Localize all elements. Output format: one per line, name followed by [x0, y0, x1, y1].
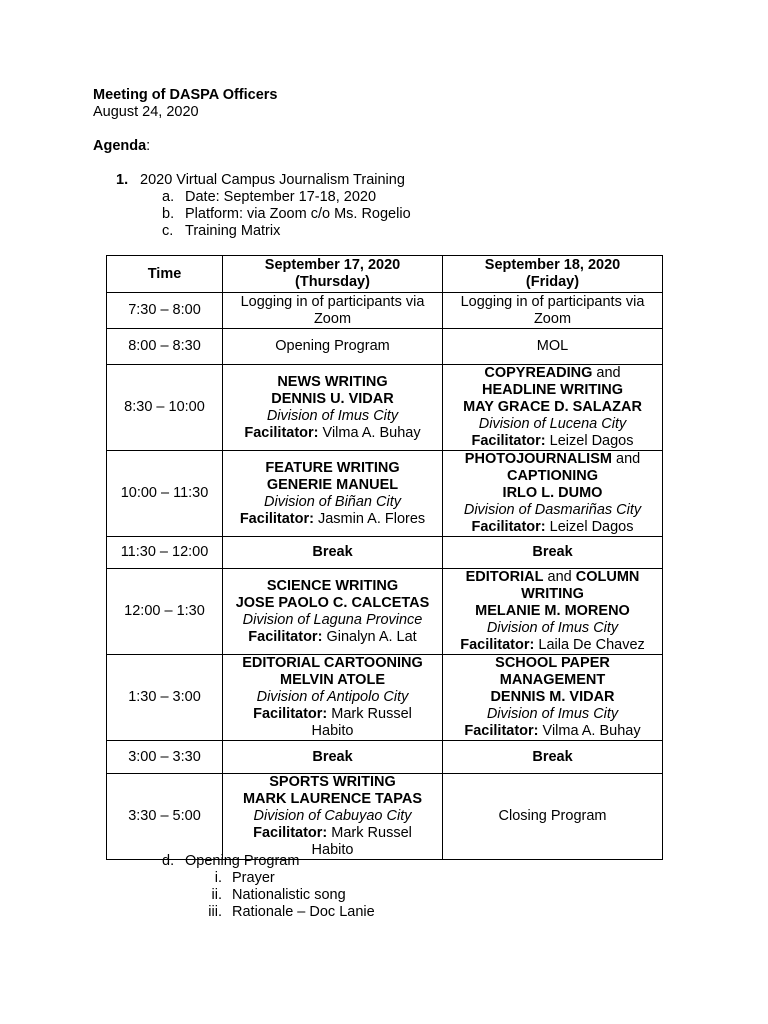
- session-facilitator: [225, 825, 440, 842]
- item-d-title: Opening Program: [185, 853, 300, 869]
- item-d-ii-text: Nationalistic song: [232, 887, 346, 903]
- session-topic: CAPTIONING: [506, 468, 599, 484]
- topic-part: COPYREADING: [484, 365, 593, 381]
- time-cell: 1:30 – 3:00: [107, 655, 223, 741]
- item1-c-marker: c.: [162, 223, 174, 239]
- session-speaker: MAY GRACE D. SALAZAR: [463, 399, 642, 415]
- item1-c-text: Training Matrix: [185, 223, 281, 239]
- session-topic: MANAGEMENT: [499, 672, 606, 688]
- day1-cell: [223, 451, 443, 537]
- facilitator-label: Facilitator:: [248, 628, 323, 645]
- table-row: [107, 293, 663, 329]
- item-d-iii-marker: iii.: [208, 904, 222, 920]
- day2-cell: [443, 655, 663, 741]
- cell-text: Logging in of participants via: [460, 293, 645, 310]
- session-division: Division of Cabuyao City: [253, 808, 412, 824]
- table-row: [107, 329, 663, 365]
- item1-number: 1.: [116, 172, 129, 188]
- session-facilitator: [445, 637, 660, 654]
- day2-cell: Break: [443, 537, 663, 569]
- session-topic: HEADLINE WRITING: [482, 382, 623, 398]
- day1-cell: [223, 293, 443, 329]
- session-division: Division of Antipolo City: [256, 689, 409, 705]
- session-topic: SCHOOL PAPER: [495, 655, 610, 671]
- time-cell: 7:30 – 8:00: [107, 293, 223, 329]
- session-division: Division of Lucena City: [478, 416, 627, 432]
- session-speaker: MELANIE M. MORENO: [475, 603, 630, 619]
- agenda-label: [93, 138, 150, 155]
- topic-and: and: [547, 569, 572, 585]
- item-d-ii-marker: ii.: [211, 887, 222, 903]
- session-division: Division of Dasmariñas City: [463, 502, 642, 518]
- item-d-iii-text: Rationale – Doc Lanie: [232, 904, 375, 920]
- cell-text: Logging in of participants via: [240, 293, 425, 310]
- meeting-date: August 24, 2020: [93, 104, 199, 120]
- day1-cell: [223, 774, 443, 860]
- table-header-row: [107, 256, 663, 293]
- session-division: Division of Biñan City: [264, 493, 401, 510]
- item1-a-marker: a.: [162, 189, 175, 205]
- time-cell: 12:00 – 1:30: [107, 569, 223, 655]
- session-facilitator: [225, 425, 440, 442]
- header-day1-weekday: (Thursday): [295, 274, 370, 290]
- topic-part: EDITORIAL: [465, 569, 544, 585]
- day1-cell: [223, 365, 443, 451]
- session-topic: FEATURE WRITING: [265, 459, 400, 476]
- facilitator-name: Vilma A. Buhay: [322, 424, 421, 441]
- session-topic: [445, 365, 660, 382]
- facilitator-name: Vilma A. Buhay: [542, 723, 641, 739]
- table-row: [107, 741, 663, 774]
- day2-cell: [443, 451, 663, 537]
- session-topic: [445, 451, 660, 468]
- facilitator-label: Facilitator:: [239, 510, 314, 527]
- session-facilitator: [445, 433, 660, 450]
- facilitator-name-cont: Habito: [311, 723, 354, 739]
- session-division: Division of Imus City: [486, 620, 619, 636]
- facilitator-name: Laila De Chavez: [538, 637, 645, 653]
- session-speaker: MELVIN ATOLE: [280, 672, 385, 688]
- item1-b-marker: b.: [162, 206, 175, 222]
- day2-cell: [443, 293, 663, 329]
- table-row: [107, 774, 663, 860]
- day2-cell: [443, 365, 663, 451]
- session-topic: WRITING: [521, 586, 584, 602]
- day1-cell: Break: [223, 741, 443, 774]
- time-cell: 8:30 – 10:00: [107, 365, 223, 451]
- day1-cell: Opening Program: [223, 329, 443, 365]
- session-facilitator: [445, 519, 660, 536]
- day2-cell: [443, 569, 663, 655]
- header-time: Time: [107, 256, 223, 293]
- session-speaker: DENNIS U. VIDAR: [271, 390, 394, 407]
- item-d-i-text: Prayer: [232, 870, 275, 886]
- session-speaker: JOSE PAOLO C. CALCETAS: [235, 594, 430, 611]
- agenda-label-text: Agenda: [93, 138, 147, 154]
- topic-part: COLUMN: [575, 569, 640, 585]
- table-row: [107, 365, 663, 451]
- facilitator-name: Leizel Dagos: [549, 519, 634, 535]
- session-speaker: DENNIS M. VIDAR: [490, 689, 615, 705]
- session-facilitator: [445, 723, 660, 740]
- facilitator-label: Facilitator:: [464, 723, 539, 739]
- time-cell: 3:00 – 3:30: [107, 741, 223, 774]
- header-day2-weekday: (Friday): [525, 274, 580, 290]
- item-d-i-marker: i.: [214, 870, 222, 886]
- table-row: [107, 655, 663, 741]
- header-day1: [223, 256, 443, 293]
- header-day2-date: September 18, 2020: [484, 257, 621, 273]
- day1-cell: Break: [223, 537, 443, 569]
- table-row: [107, 451, 663, 537]
- cell-text: Zoom: [533, 310, 572, 327]
- table-row: [107, 569, 663, 655]
- time-cell: 8:00 – 8:30: [107, 329, 223, 365]
- facilitator-name: Mark Russel: [331, 825, 412, 841]
- training-matrix-table: [106, 255, 663, 860]
- facilitator-label: Facilitator:: [253, 825, 328, 841]
- day1-cell: [223, 655, 443, 741]
- cell-text: Zoom: [313, 310, 352, 327]
- facilitator-name: Jasmin A. Flores: [317, 510, 426, 527]
- time-cell: 11:30 – 12:00: [107, 537, 223, 569]
- session-topic: SPORTS WRITING: [269, 774, 396, 790]
- facilitator-name: Leizel Dagos: [549, 433, 634, 449]
- topic-and: and: [596, 365, 621, 381]
- header-day1-date: September 17, 2020: [264, 257, 401, 273]
- session-speaker: MARK LAURENCE TAPAS: [242, 791, 423, 807]
- facilitator-label: Facilitator:: [460, 637, 535, 653]
- session-speaker: GENERIE MANUEL: [266, 476, 399, 493]
- item1-a-text: Date: September 17-18, 2020: [185, 189, 377, 205]
- header-day2: [443, 256, 663, 293]
- session-division: Division of Imus City: [486, 706, 619, 722]
- session-topic: SCIENCE WRITING: [266, 577, 399, 594]
- facilitator-label: Facilitator:: [471, 433, 546, 449]
- day1-cell: [223, 569, 443, 655]
- session-division: Division of Imus City: [266, 407, 399, 424]
- session-facilitator: [225, 629, 440, 646]
- session-facilitator: [225, 511, 440, 528]
- facilitator-label: Facilitator:: [244, 424, 319, 441]
- time-cell: 10:00 – 11:30: [107, 451, 223, 537]
- facilitator-name: Ginalyn A. Lat: [326, 628, 417, 645]
- document-title: Meeting of DASPA Officers: [93, 87, 278, 103]
- item1-title: 2020 Virtual Campus Journalism Training: [140, 172, 405, 188]
- facilitator-label: Facilitator:: [253, 706, 328, 722]
- item-d-marker: d.: [162, 853, 175, 869]
- topic-part: PHOTOJOURNALISM: [464, 451, 612, 467]
- time-cell: 3:30 – 5:00: [107, 774, 223, 860]
- day2-cell: Break: [443, 741, 663, 774]
- day2-cell: MOL: [443, 329, 663, 365]
- facilitator-name-cont: Habito: [311, 842, 354, 858]
- day2-cell: Closing Program: [443, 774, 663, 860]
- session-facilitator: [225, 706, 440, 723]
- session-topic: [445, 569, 660, 586]
- session-division: Division of Laguna Province: [242, 611, 423, 628]
- facilitator-name: Mark Russel: [331, 706, 412, 722]
- item1-b-text: Platform: via Zoom c/o Ms. Rogelio: [185, 206, 411, 222]
- topic-and: and: [616, 451, 641, 467]
- facilitator-label: Facilitator:: [471, 519, 546, 535]
- session-topic: EDITORIAL CARTOONING: [242, 655, 423, 671]
- session-speaker: IRLO L. DUMO: [502, 485, 603, 501]
- agenda-colon: :: [146, 138, 151, 154]
- session-topic: NEWS WRITING: [277, 373, 388, 390]
- table-row: [107, 537, 663, 569]
